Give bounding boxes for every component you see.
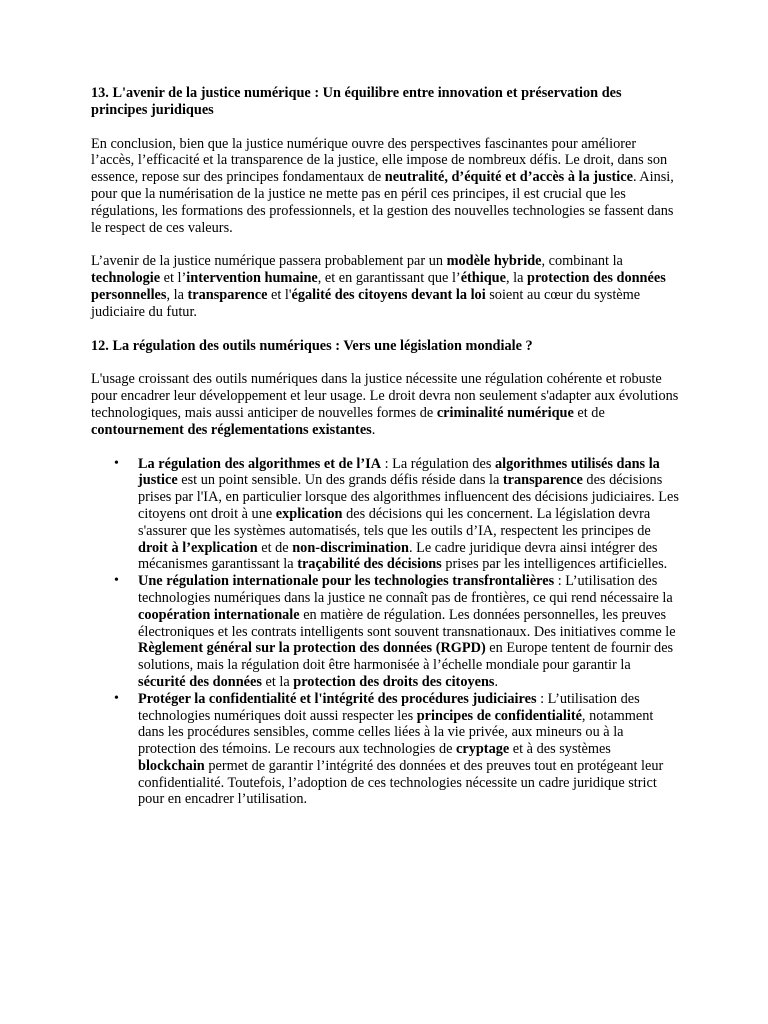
bold-phrase: protection des données personnelles [91,270,666,303]
bold-phrase: neutralité, d’équité et d’accès à la justice [384,169,633,186]
bold-phrase: traçabilité des décisions [297,556,442,573]
bullet-icon: • [114,690,119,706]
list-item [91,456,681,574]
bold-phrase: contournement des réglementations existantes [91,421,372,438]
bold-phrase: sécurité des données [138,673,262,690]
bold-phrase: principes de confidentialité [416,707,582,724]
bold-phrase: égalité des citoyens devant la loi [291,286,486,303]
bold-phrase: cryptage [456,741,510,758]
section-13-paragraph-2: L’avenir de la justice numérique passera probablement par un modèle hybride, combinant la technologie et l’intervention humaine, et en garantissant que l’éthique, la protection des données personnelles, la transparence et l'égalité des citoyens devant la loi soient au cœur du système judiciaire du futur. [91,253,666,320]
bold-phrase: technologie [91,270,161,287]
bullet-icon: • [114,573,119,589]
paragraph-gap [91,321,681,338]
bold-phrase: protection des droits des citoyens [293,673,495,690]
bold-phrase: coopération internationale [138,606,300,623]
section-12-heading: 12. La régulation des outils numériques : Vers une législation mondiale ? [91,337,533,354]
list-item-text: La régulation des algorithmes et de l’IA : La régulation des algorithmes utilisés dans la justice est un point sensible. Un des grands défis réside dans la transparence des décisions prises par l'IA, en particulier lorsque des algorithmes influencent des décisions judiciaires. Les citoyens ont droit à une explication des décisions qui les concernent. La législation devra s'assurer que les systèmes automatisés, tels que les outils d’IA, respectent les principes de droit à l’explication et de non-discrimination. Le cadre juridique devra ainsi intégrer des mécanismes garantissant la traçabilité des décisions prises par les intelligences artificielles. [138,455,679,573]
bold-phrase: non-discrimination [292,539,409,556]
bold-phrase: algorithmes utilisés dans la justice [138,455,660,489]
section-13-heading: 13. L'avenir de la justice numérique : Un équilibre entre innovation et préservation des principes juridiques [91,85,622,118]
bold-phrase: Règlement général sur la protection des données (RGPD) [138,640,486,657]
list-item [91,691,681,809]
section-12-paragraph-1: L'usage croissant des outils numériques dans la justice nécessite une régulation cohérente et robuste pour encadrer leur développement et leur usage. Le droit devra non seulement s'adapter aux évolutions technologiques, mais aussi anticiper de nouvelles formes de criminalité numérique et de contournement des réglementations existantes. [91,371,679,438]
list-item-text: Protéger la confidentialité et l'intégrité des procédures judiciaires : L’utilisation des technologies numériques doit aussi respecter les principes de confidentialité, notamment dans les procédures sensibles, comme celles liées à la vie privée, aux mineurs ou à la protection des témoins. Le recours aux technologies de cryptage et à des systèmes blockchain permet de garantir l’intégrité des données et des preuves tout en protégeant leur confidentialité. Toutefois, l’adoption de ces technologies nécessite un cadre juridique strict pour en encadrer l’utilisation. [138,690,664,808]
bullet-icon: • [114,455,119,471]
bold-phrase: blockchain [138,757,205,774]
bold-phrase: explication [275,505,343,522]
bold-phrase: modèle hybride [446,253,542,270]
bold-phrase: criminalité numérique [436,404,574,421]
section-13-paragraph-1: En conclusion, bien que la justice numérique ouvre des perspectives fascinantes pour améliorer l’accès, l’efficacité et la transparence de la justice, elle impose de nombreux défis. Le droit, dans son essence, repose sur des principes fondamentaux de neutralité, d’équité et d’accès à la justice. Ainsi, pour que la numérisation de la justice ne mette pas en péril ces principes, il est crucial que les régulations, les formations des professionnels, et la gestion des nouvelles technologies se fassent dans le respect de ces valeurs. [91,135,674,236]
paragraph-gap [91,236,681,253]
bold-phrase: intervention humaine [186,270,318,287]
paragraph-gap [91,439,681,456]
paragraph-gap [91,119,681,136]
bold-phrase: éthique [460,270,506,287]
bold-phrase: La régulation des algorithmes et de l’IA [138,455,382,472]
bold-phrase: Protéger la confidentialité et l'intégrité des procédures judiciaires [138,690,537,707]
bold-phrase: Une régulation internationale pour les technologies transfrontalières [138,573,555,590]
list-item-text: Une régulation internationale pour les technologies transfrontalières : L’utilisation des technologies numériques dans la justice ne connaît pas de frontières, ce qui rend nécessaire la coopération internationale en matière de régulation. Les données personnelles, les preuves électroniques et les contrats intelligents sont souvent transnationaux. Des initiatives comme le Règlement général sur la protection des données (RGPD) en Europe tentent de fournir des solutions, mais la régulation doit être harmonisée à l’échelle mondiale pour garantir la sécurité des données et la protection des droits des citoyens. [138,573,676,690]
bullet-list [91,456,681,809]
document-page [91,85,681,808]
paragraph-gap [91,354,681,371]
list-item [91,573,681,691]
bold-phrase: droit à l’explication [138,539,258,556]
bold-phrase: transparence [502,472,583,489]
bold-phrase: transparence [187,286,268,303]
